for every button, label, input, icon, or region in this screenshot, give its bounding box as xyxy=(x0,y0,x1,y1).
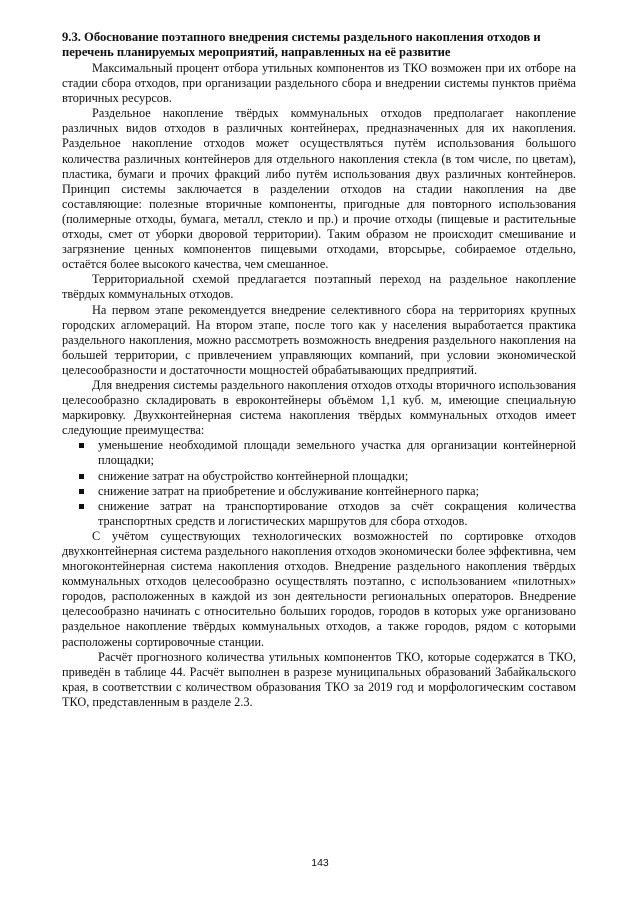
square-bullet-icon xyxy=(79,474,84,479)
list-item-text: снижение затрат на транспортирование отходов за счёт сокращения количества транспортных средств и логистических маршрутов для сбора отходов. xyxy=(98,498,576,528)
square-bullet-icon xyxy=(79,504,84,509)
list-item xyxy=(62,499,576,529)
paragraph: Раздельное накопление твёрдых коммунальных отходов предполагает накопление различных видов отходов в различных контейнерах, предназначенных для их накопления. Раздельное накопление отходов может осуществляться путём использования большого количества различных контейнеров для отдельного накопления стекла (в том числе, по цветам), пластика, бумаги и прочих фракций либо путём использования двух различных контейнеров. Принцип системы заключается в разделении отходов на стадии накопления на две составляющие: полезные вторичные компоненты, пригодные для повторного использования (полимерные отходы, бумага, металл, стекло и пр.) и прочие отходы (пищевые и растительные отходы, смет от уборки дворовой территории). Таким образом не происходит смешивание и загрязнение ценных компонентов пищевыми отходами, вторсырье, собираемое отдельно, остаётся более высокого качества, чем смешанное. xyxy=(62,106,576,272)
list-item xyxy=(62,469,576,484)
page-number: 143 xyxy=(311,857,329,869)
list-item xyxy=(62,484,576,499)
square-bullet-icon xyxy=(79,443,84,448)
paragraph: С учётом существующих технологических возможностей по сортировке отходов двухконтейнерная система раздельного накопления отходов экономически более эффективна, чем многоконтейнерная система накопления отходов. Внедрение раздельного накопления твёрдых коммунальных отходов целесообразно осуществлять поэтапно, с использованием «пилотных» городов, расположенных в каждой из зон деятельности региональных операторов. Внедрение целесообразно начинать с относительно больших городов, городов в которых уже организовано раздельное накопление твёрдых коммунальных отходов, а также городов, рядом с которыми расположены сортировочные станции. xyxy=(62,528,576,649)
document-page xyxy=(62,30,576,710)
paragraph: Расчёт прогнозного количества утильных компонентов ТКО, которые содержатся в ТКО, приведён в таблице 44. Расчёт выполнен в разрезе муниципальных образований Забайкальского края, в соответствии с количеством образования ТКО за 2019 год и морфологическим составом ТКО, представленным в разделе 2.3. xyxy=(62,649,576,709)
list-item-text: снижение затрат на приобретение и обслуживание контейнерного парка; xyxy=(98,483,480,498)
paragraph: На первом этапе рекомендуется внедрение селективного сбора на территориях крупных городских агломераций. На втором этапе, после того как у населения выработается практика раздельного накопления, можно рассмотреть возможность внедрения раздельного накопления на большей территории, с привлечением управляющих компаний, при условии экономической целесообразности и достаточности мощностей обрабатывающих предприятий. xyxy=(62,302,576,377)
paragraph: Максимальный процент отбора утильных компонентов из ТКО возможен при их отборе на стадии сбора отходов, при организации раздельного сбора и внедрении системы пунктов приёма вторичных ресурсов. xyxy=(62,61,576,106)
paragraph: Для внедрения системы раздельного накопления отходов отходы вторичного использования целесообразно складировать в евроконтейнеры объёмом 1,1 куб. м, имеющие специальную маркировку. Двухконтейнерная система накопления твёрдых коммунальных отходов имеет следующие преимущества: xyxy=(62,377,576,438)
list-item-text: снижение затрат на обустройство контейнерной площадки; xyxy=(98,468,409,483)
paragraph: Территориальной схемой предлагается поэтапный переход на раздельное накопление твёрдых коммунальных отходов. xyxy=(62,272,576,302)
section-heading: 9.3. Обоснование поэтапного внедрения системы раздельного накопления отходов и перечень планируемых мероприятий, направленных на её развитие xyxy=(62,30,541,59)
square-bullet-icon xyxy=(79,489,84,494)
list-item-text: уменьшение необходимой площади земельного участка для организации контейнерной площадки; xyxy=(98,438,576,468)
advantages-list xyxy=(62,438,576,529)
list-item xyxy=(62,438,576,468)
